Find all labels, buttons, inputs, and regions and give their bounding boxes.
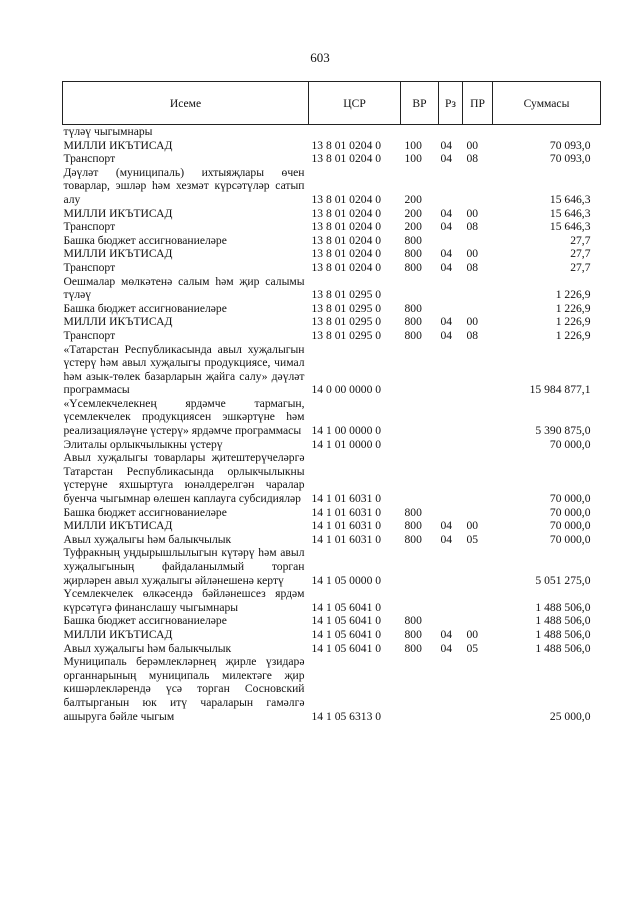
- cell-vr: [401, 587, 439, 614]
- budget-table: [62, 81, 601, 723]
- cell-name: МИЛЛИ ИКЪТИСАД: [63, 627, 173, 641]
- cell-vr: [401, 275, 439, 302]
- cell-vr: 800: [404, 641, 422, 655]
- cell-pr: 00: [466, 247, 479, 261]
- cell-sum: 15 646,3: [549, 206, 591, 220]
- cell-rz: 04: [440, 532, 453, 546]
- cell-name: Туфракның уңдырышлылыгын күтәрү һәм авыл хуҗалыгының файдаланылмый торган җирләрен авыл хуҗалыгы әйләнешенә кертү: [63, 546, 305, 587]
- cell-vr: 800: [404, 505, 422, 519]
- cell-sum: 1 488 506,0: [535, 614, 591, 628]
- cell-vr: 100: [404, 152, 422, 166]
- cell-csr: 14 1 05 6041 0: [311, 641, 382, 655]
- cell-pr: [463, 234, 493, 248]
- cell-vr: [401, 438, 439, 452]
- cell-name: МИЛЛИ ИКЪТИСАД: [63, 206, 173, 220]
- header-name: Исеме: [63, 82, 309, 125]
- table-row: [63, 152, 601, 166]
- cell-vr: [401, 343, 439, 397]
- cell-sum: 15 646,3: [549, 192, 591, 206]
- page-number: 603: [310, 50, 330, 65]
- cell-sum: 27,7: [570, 233, 591, 247]
- cell-sum: 5 390 875,0: [535, 424, 591, 438]
- table-row: [63, 247, 601, 261]
- cell-pr: [463, 614, 493, 628]
- cell-csr: 14 1 01 0000 0: [311, 437, 382, 451]
- table-row: [63, 166, 601, 207]
- cell-rz: [439, 451, 463, 505]
- cell-name: МИЛЛИ ИКЪТИСАД: [63, 315, 173, 329]
- cell-name: «Үсемлекчелекнең ярдәмче тармагын, үсемлекчелек продукциясен эшкәртүне һәм реализацияләүне үстерү» ярдәмче программасы: [63, 396, 305, 438]
- cell-vr: 800: [404, 260, 422, 274]
- cell-vr: 200: [404, 206, 422, 220]
- table-row: [63, 207, 601, 221]
- cell-sum: 70 000,0: [549, 505, 591, 519]
- cell-name: түләү чыгымнары: [63, 125, 153, 138]
- cell-name: Оешмалар мөлкәтенә салым һәм җир салымы түләү: [63, 274, 305, 302]
- header-csr: ЦСР: [309, 82, 401, 125]
- header-rz: Рз: [439, 82, 463, 125]
- cell-rz: 04: [440, 220, 453, 234]
- cell-sum: 15 984 877,1: [529, 383, 591, 397]
- cell-vr: [401, 397, 439, 438]
- table-row: [63, 614, 601, 628]
- cell-csr: 13 8 01 0295 0: [311, 315, 382, 329]
- cell-pr: [463, 451, 493, 505]
- cell-csr: 13 8 01 0295 0: [311, 288, 382, 302]
- cell-name: Башка бюджет ассигнованиеләре: [63, 233, 227, 247]
- cell-name: Элиталы орлыкчылыкны үстерү: [63, 437, 223, 451]
- cell-pr: [463, 506, 493, 520]
- cell-sum: 1 488 506,0: [535, 600, 591, 614]
- cell-sum: 25 000,0: [549, 709, 591, 723]
- table-row: [63, 642, 601, 656]
- table-header: [63, 82, 601, 125]
- cell-sum: 5 051 275,0: [535, 573, 591, 587]
- cell-rz: [439, 275, 463, 302]
- table-row: [63, 533, 601, 547]
- cell-rz: 04: [440, 206, 453, 220]
- cell-pr: [463, 125, 493, 139]
- cell-vr: 800: [404, 315, 422, 329]
- cell-vr: [401, 451, 439, 505]
- cell-vr: 200: [404, 220, 422, 234]
- cell-pr: [463, 275, 493, 302]
- cell-pr: [463, 166, 493, 207]
- cell-rz: [439, 506, 463, 520]
- table-row: [63, 234, 601, 248]
- cell-vr: 800: [404, 532, 422, 546]
- cell-csr: 13 8 01 0204 0: [311, 233, 382, 247]
- cell-csr: 14 1 01 6031 0: [311, 532, 382, 546]
- cell-rz: [439, 166, 463, 207]
- cell-name: Авыл хуҗалыгы товарлары җитештерүчеләргә Татарстан Республикасында орлыкчылыкны үстерүне яхшыртуга юнәлдерелгән чаралар буенча чыгымнар өлешен каплауга субсидияләр: [63, 451, 305, 506]
- cell-sum: 70 000,0: [549, 532, 591, 546]
- cell-csr: 14 1 05 6313 0: [311, 709, 382, 723]
- table-row: [63, 302, 601, 316]
- cell-csr: 14 1 05 6041 0: [311, 614, 382, 628]
- table-row: [63, 451, 601, 505]
- cell-vr: 800: [404, 328, 422, 342]
- cell-name: Башка бюджет ассигнованиеләре: [63, 614, 227, 628]
- cell-csr: 14 1 01 6031 0: [311, 492, 382, 506]
- cell-name: МИЛЛИ ИКЪТИСАД: [63, 138, 173, 152]
- table-row: [63, 329, 601, 343]
- cell-name: Транспорт: [63, 328, 116, 342]
- cell-pr: [463, 587, 493, 614]
- cell-pr: 00: [466, 315, 479, 329]
- table-row: [63, 506, 601, 520]
- cell-csr: 13 8 01 0204 0: [311, 220, 382, 234]
- cell-rz: 04: [440, 519, 453, 533]
- cell-rz: [439, 234, 463, 248]
- cell-pr: 00: [466, 627, 479, 641]
- table-body: [63, 125, 601, 724]
- header-sum: Суммасы: [493, 82, 601, 125]
- cell-sum: 70 093,0: [549, 152, 591, 166]
- table-row: [63, 628, 601, 642]
- cell-csr: [309, 125, 401, 139]
- cell-vr: 200: [404, 192, 422, 206]
- table-row: [63, 397, 601, 438]
- cell-sum: 70 000,0: [549, 492, 591, 506]
- cell-vr: 800: [404, 614, 422, 628]
- cell-rz: 04: [440, 328, 453, 342]
- cell-pr: 05: [466, 532, 479, 546]
- table-row: [63, 438, 601, 452]
- table-row: [63, 275, 601, 302]
- cell-csr: 14 1 05 6041 0: [311, 627, 382, 641]
- cell-pr: 00: [466, 206, 479, 220]
- cell-pr: [463, 343, 493, 397]
- cell-pr: 08: [466, 152, 479, 166]
- table-row: [63, 139, 601, 153]
- cell-rz: 04: [440, 152, 453, 166]
- cell-csr: 13 8 01 0204 0: [311, 260, 382, 274]
- cell-rz: 04: [440, 627, 453, 641]
- cell-vr: [401, 655, 439, 723]
- cell-rz: 04: [440, 260, 453, 274]
- cell-name: Башка бюджет ассигнованиеләре: [63, 505, 227, 519]
- cell-csr: 13 8 01 0295 0: [311, 328, 382, 342]
- cell-sum: 27,7: [570, 247, 591, 261]
- table-row: [63, 519, 601, 533]
- cell-vr: 800: [404, 233, 422, 247]
- cell-name: Транспорт: [63, 260, 116, 274]
- cell-rz: 04: [440, 138, 453, 152]
- cell-name: Авыл хуҗалыгы һәм балыкчылык: [63, 641, 232, 655]
- table-row: [63, 546, 601, 587]
- cell-vr: 800: [404, 627, 422, 641]
- cell-name: Авыл хуҗалыгы һәм балыкчылык: [63, 532, 232, 546]
- cell-pr: [463, 438, 493, 452]
- cell-csr: 13 8 01 0204 0: [311, 206, 382, 220]
- cell-csr: 14 1 05 6041 0: [311, 600, 382, 614]
- cell-pr: 08: [466, 220, 479, 234]
- cell-name: Дәүләт (муниципаль) ихтыяҗлары өчен товарлар, эшләр һәм хезмәт күрсәтүләр сатып алу: [63, 165, 305, 206]
- table-row: [63, 587, 601, 614]
- cell-csr: 13 8 01 0204 0: [311, 138, 382, 152]
- cell-rz: 04: [440, 247, 453, 261]
- cell-vr: [401, 125, 439, 139]
- cell-sum: 15 646,3: [549, 220, 591, 234]
- cell-vr: 800: [404, 519, 422, 533]
- cell-rz: [439, 546, 463, 587]
- cell-sum: 1 226,9: [555, 301, 591, 315]
- cell-rz: [439, 438, 463, 452]
- cell-name: Башка бюджет ассигнованиеләре: [63, 301, 227, 315]
- cell-name: МИЛЛИ ИКЪТИСАД: [63, 519, 173, 533]
- table-row: [63, 261, 601, 275]
- cell-pr: [463, 546, 493, 587]
- table-row: [63, 220, 601, 234]
- cell-sum: 27,7: [570, 260, 591, 274]
- cell-name: Транспорт: [63, 220, 116, 234]
- cell-name: Транспорт: [63, 152, 116, 166]
- cell-csr: 14 0 00 0000 0: [311, 383, 382, 397]
- cell-rz: 04: [440, 641, 453, 655]
- cell-csr: 13 8 01 0295 0: [311, 301, 382, 315]
- cell-pr: [463, 302, 493, 316]
- cell-sum: 1 488 506,0: [535, 627, 591, 641]
- cell-sum: 70 000,0: [549, 437, 591, 451]
- cell-rz: [439, 302, 463, 316]
- cell-csr: 14 1 05 0000 0: [311, 573, 382, 587]
- cell-name: Муниципаль берәмлекләрнең җирле үзидарә органнарының муниципаль милектәге җир кишәрлекләрендә үсә торган Сосновский балтырганын юк итү чараларын гамәлгә ашыруга бәйле чыгым: [63, 655, 305, 723]
- cell-pr: [463, 397, 493, 438]
- cell-sum: 1 226,9: [555, 288, 591, 302]
- cell-rz: [439, 397, 463, 438]
- cell-name: «Татарстан Республикасында авыл хуҗалыгын үстерү һәм авыл хуҗалыгы продукциясе, чимал һәм азык-төлек базарларын җайга салу» дәүләт программасы: [63, 342, 305, 397]
- table-row: [63, 315, 601, 329]
- cell-rz: [439, 587, 463, 614]
- cell-rz: 04: [440, 315, 453, 329]
- cell-csr: 14 1 01 6031 0: [311, 505, 382, 519]
- cell-sum: 1 488 506,0: [535, 641, 591, 655]
- cell-sum: 70 093,0: [549, 138, 591, 152]
- cell-csr: 14 1 00 0000 0: [311, 424, 382, 438]
- cell-sum: [493, 125, 601, 139]
- cell-rz: [439, 655, 463, 723]
- cell-pr: [463, 655, 493, 723]
- cell-sum: 1 226,9: [555, 328, 591, 342]
- cell-pr: 05: [466, 641, 479, 655]
- cell-vr: 800: [404, 301, 422, 315]
- cell-name: МИЛЛИ ИКЪТИСАД: [63, 247, 173, 261]
- cell-csr: 13 8 01 0204 0: [311, 247, 382, 261]
- cell-rz: [439, 343, 463, 397]
- cell-pr: 00: [466, 519, 479, 533]
- table-row: [63, 343, 601, 397]
- cell-rz: [439, 614, 463, 628]
- cell-vr: [401, 546, 439, 587]
- cell-name: Үсемлекчелек өлкәсендә бәйләнешсез ярдәм күрсәтүгә финанслашу чыгымнары: [63, 587, 305, 614]
- cell-csr: 13 8 01 0204 0: [311, 152, 382, 166]
- cell-csr: 14 1 01 6031 0: [311, 519, 382, 533]
- cell-pr: 08: [466, 260, 479, 274]
- cell-sum: 1 226,9: [555, 315, 591, 329]
- header-vr: ВР: [401, 82, 439, 125]
- cell-pr: 00: [466, 138, 479, 152]
- cell-vr: 100: [404, 138, 422, 152]
- cell-pr: 08: [466, 328, 479, 342]
- header-pr: ПР: [463, 82, 493, 125]
- table-row: [63, 655, 601, 723]
- cell-sum: 70 000,0: [549, 519, 591, 533]
- cell-vr: 800: [404, 247, 422, 261]
- cell-csr: 13 8 01 0204 0: [311, 192, 382, 206]
- cell-rz: [439, 125, 463, 139]
- table-row: [63, 125, 601, 139]
